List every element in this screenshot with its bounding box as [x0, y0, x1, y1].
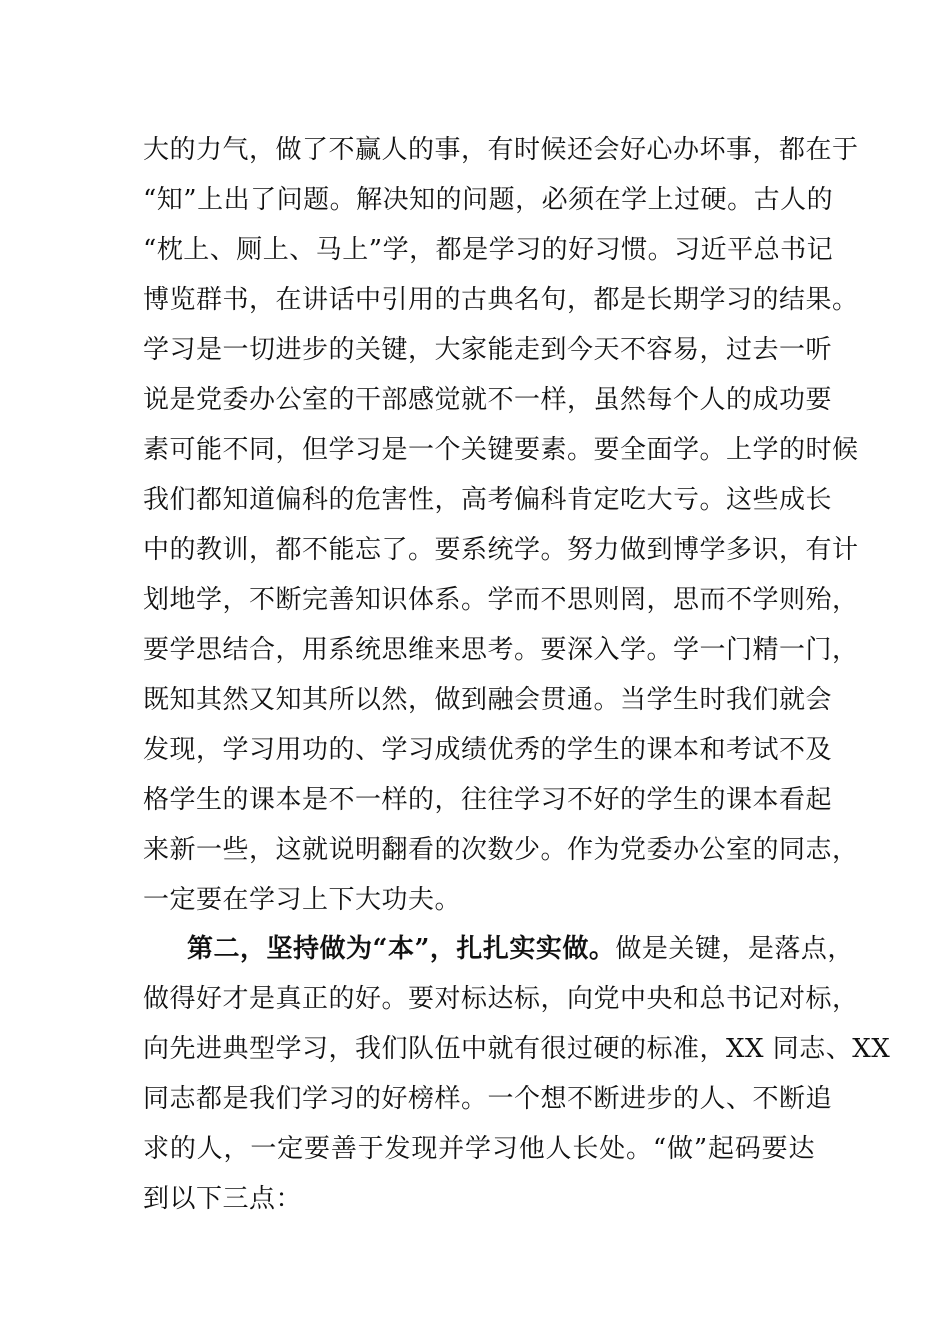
paragraph-line: 素可能不同，但学习是一个关键要素。要全面学。上学的时候	[143, 435, 859, 465]
section-first-line	[187, 929, 854, 969]
paragraph-line: 同志都是我们学习的好榜样。一个想不断进步的人、不断追	[143, 1084, 833, 1114]
paragraph-line: 说是党委办公室的干部感觉就不一样，虽然每个人的成功要	[143, 385, 833, 415]
paragraph-line: 求的人，一定要善于发现并学习他人长处。“做”起码要达	[143, 1134, 815, 1164]
paragraph-line: “知”上出了问题。解决知的问题，必须在学上过硬。古人的	[143, 185, 834, 215]
section-heading: 第二，坚持做为“本”，扎扎实实做。	[187, 934, 616, 964]
paragraph-line: 来新一些，这就说明翻看的次数少。作为党委办公室的同志，	[143, 835, 859, 865]
paragraph-line: 大的力气，做了不赢人的事，有时候还会好心办坏事，都在于	[143, 135, 859, 165]
paragraph-line: 做得好才是真正的好。要对标达标，向党中央和总书记对标，	[143, 984, 859, 1014]
paragraph-line: 要学思结合，用系统思维来思考。要深入学。学一门精一门，	[143, 635, 859, 665]
paragraph-line: 既知其然又知其所以然，做到融会贯通。当学生时我们就会	[143, 685, 833, 715]
section-first-line-text: 做是关键，是落点，	[615, 934, 854, 964]
paragraph-line: 一定要在学习上下大功夫。	[143, 885, 462, 915]
paragraph-line: 到以下三点：	[143, 1184, 303, 1214]
paragraph-line: 划地学，不断完善知识体系。学而不思则罔，思而不学则殆，	[143, 585, 859, 615]
paragraph-line: 向先进典型学习，我们队伍中就有很过硬的标准，XX 同志、XX	[143, 1034, 891, 1064]
paragraph-line: 我们都知道偏科的危害性，高考偏科肯定吃大亏。这些成长	[143, 485, 833, 515]
paragraph-line: 学习是一切进步的关键，大家能走到今天不容易，过去一听	[143, 335, 833, 365]
paragraph-line: 中的教训，都不能忘了。要系统学。努力做到博学多识，有计	[143, 535, 859, 565]
paragraph-line: “枕上、厕上、马上”学，都是学习的好习惯。习近平总书记	[143, 235, 834, 265]
paragraph-line: 格学生的课本是不一样的，往往学习不好的学生的课本看起	[143, 785, 833, 815]
paragraph-line: 发现，学习用功的、学习成绩优秀的学生的课本和考试不及	[143, 735, 833, 765]
paragraph-line: 博览群书，在讲话中引用的古典名句，都是长期学习的结果。	[143, 285, 859, 315]
